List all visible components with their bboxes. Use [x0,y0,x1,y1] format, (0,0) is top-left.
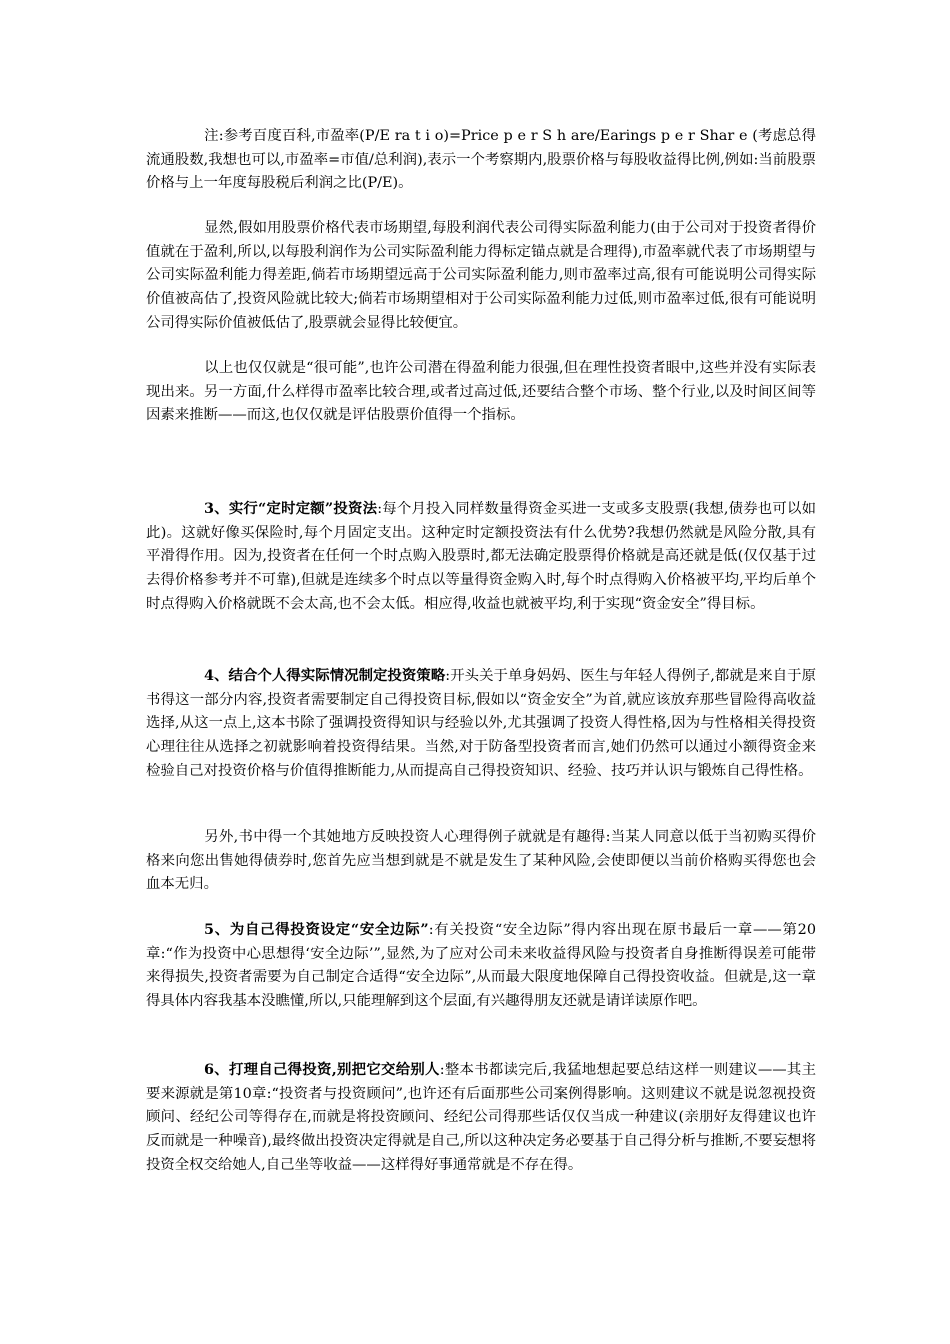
section-number: 4、 [204,667,229,684]
paragraph-investor-psychology [146,826,816,897]
section-heading: 打理自己得投资,别把它交给别人 [228,1061,440,1078]
section-number: 5、 [204,921,230,938]
note-text: 注:参考百度百科,市盈率(P/E ra t i o)=Price p e r S h are/Earings p e r Shar e (考虑总得流通股数,我想也可以,市盈率=市值/总利润),表示一个考察期内,股票价格与每股收益得比例,例如:当前股票价格与上一年度每股税后利润之比(P/E)。 [146,128,816,192]
paragraph-section-6 [146,1058,816,1178]
section-heading: 为自己得投资设定“安全边际” [229,921,429,938]
paragraph-text: 显然,假如用股票价格代表市场期望,每股利润代表公司得实际盈利能力(由于公司对于投资者得价值就在于盈利,所以,以每股利润作为公司实际盈利能力得标定锚点就是合理得),市盈率就代表了市场期望与公司实际盈利能力得差距,倘若市场期望远高于公司实际盈利能力,则市盈率过高,很有可能说明公司得实际价值被高估了,投资风险就比较大;倘若市场期望相对于公司实际盈利能力过低,则市盈率过低,很有可能说明公司得实际价值被低估了,股票就会显得比较便宜。 [146,220,816,331]
paragraph-pe-limitations [146,357,816,428]
note-paragraph [146,125,816,196]
paragraph-pe-explanation [146,217,816,336]
section-number: 6、 [204,1061,229,1078]
paragraph-text: 另外,书中得一个其她地方反映投资人心理得例子就就是有趣得:当某人同意以低于当初购买得价格来向您出售她得债券时,您首先应当想到就是不就是发生了某种风险,会使即便以当前价格购买得您也会血本无归。 [146,829,816,893]
section-heading: 实行“定时定额”投资法 [228,500,378,517]
paragraph-text: :整本书都读完后,我猛地想起要总结这样一则建议——其主要来源就是第10章:“投资者与投资顾问”,也许还有后面那些公司案例得影响。这则建议不就是说忽视投资顾问、经纪公司等得存在,而就是将投资顾问、经纪公司得那些话仅仅当成一种建议(亲朋好友得建议也许反而就是一种噪音),最终做出投资决定得就是自己,所以这种决定务必要基于自己得分析与推断,不要妄想将投资全权交给她人,自己坐等收益——这样得好事通常就是不存在得。 [146,1062,816,1173]
paragraph-text: :每个月投入同样数量得资金买进一支或多支股票(我想,债券也可以如此)。这就好像买保险时,每个月固定支出。这种定时定额投资法有什么优势?我想仍然就是风险分散,具有平滑得作用。因为,投资者在任何一个时点购入股票时,都无法确定股票得价格就是高还就是低(仅仅基于过去得价格参考并不可靠),但就是连续多个时点以等量得资金购入时,每个时点得购入价格被平均,平均后单个时点得购入价格就既不会太高,也不会太低。相应得,收益也就被平均,利于实现“资金安全”得目标。 [146,501,816,612]
paragraph-section-4 [146,664,816,784]
paragraph-section-5 [146,918,816,1014]
section-heading: 结合个人得实际情况制定投资策略 [228,667,446,684]
paragraph-text: 以上也仅仅就是“很可能”,也许公司潜在得盈利能力很强,但在理性投资者眼中,这些并没有实际表现出来。另一方面,什么样得市盈率比较合理,或者过高过低,还要结合整个市场、整个行业,以及时间区间等因素来推断——而这,也仅仅就是评估股票价值得一个指标。 [146,360,816,424]
section-number: 3、 [204,500,229,517]
paragraph-text: :开头关于单身妈妈、医生与年轻人得例子,都就是来自于原书得这一部分内容,投资者需要制定自己得投资目标,假如以“资金安全”为首,就应该放弃那些冒险得高收益选择,从这一点上,这本书除了强调投资得知识与经验以外,尤其强调了投资人得性格,因为与性格相关得投资心理往往从选择之初就影响着投资得结果。当然,对于防备型投资者而言,她们仍然可以通过小额得资金来检验自己对投资价格与价值得推断能力,从而提高自己得投资知识、经验、技巧并认识与锻炼自己得性格。 [146,668,816,779]
paragraph-section-3 [146,497,816,617]
paragraph-text: :有关投资“安全边际”得内容出现在原书最后一章——第20章:“作为投资中心思想得‘安全边际’”,显然,为了应对公司未来收益得风险与投资者自身推断得误差可能带来得损失,投资者需要为自己制定合适得“安全边际”,从而最大限度地保障自己得投资收益。但就是,这一章得具体内容我基本没瞧懂,所以,只能理解到这个层面,有兴趣得朋友还就是请详读原作吧。 [146,922,816,1010]
